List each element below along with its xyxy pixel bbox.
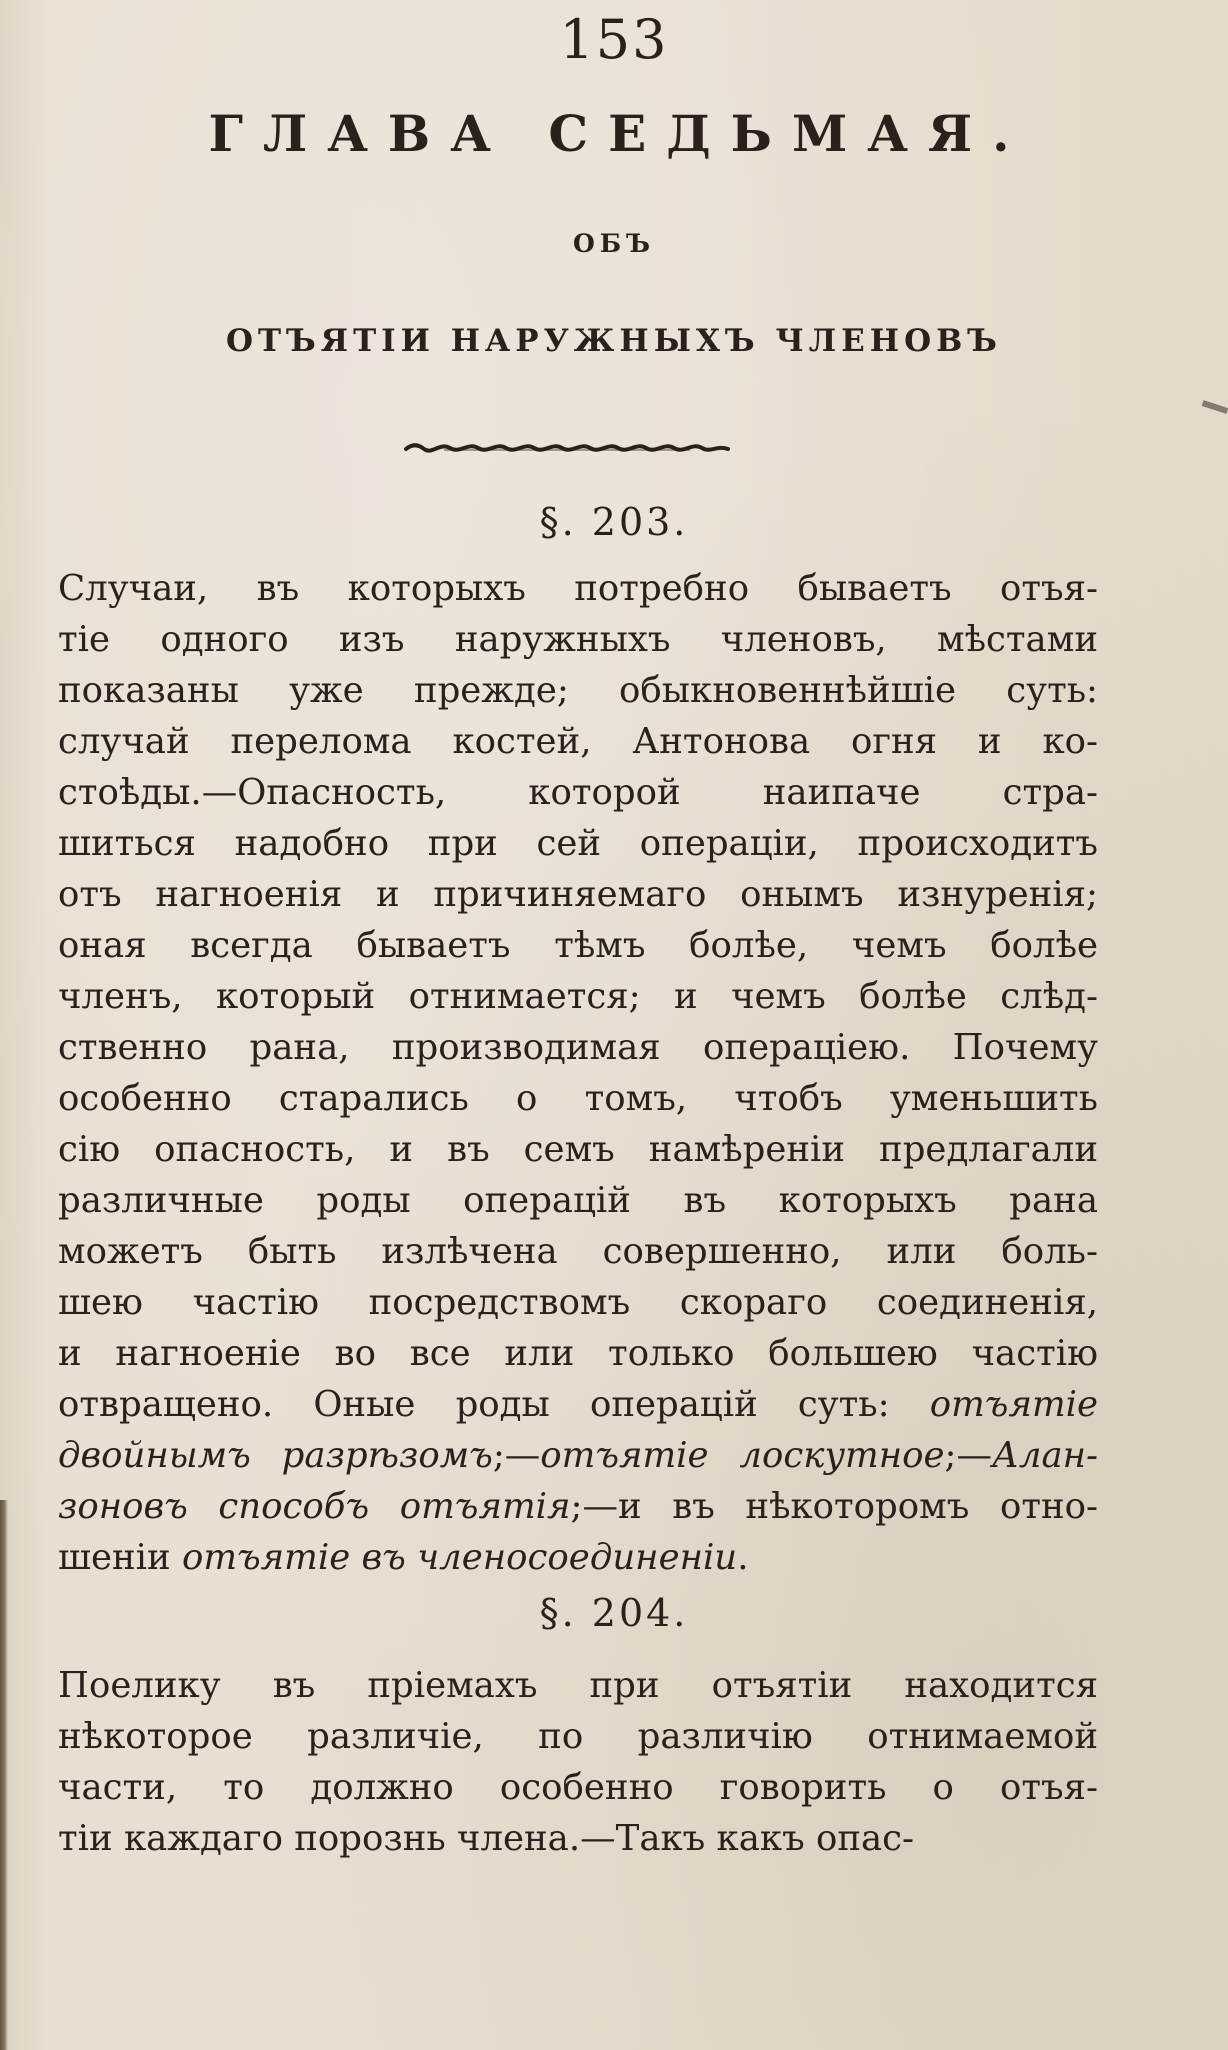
text-run: оная всегда бываетъ тѣмъ болѣе, чемъ болѣе: [58, 925, 1098, 966]
text-line: [58, 1762, 1098, 1813]
italic-text-run: отъятіе въ членосоединеніи: [181, 1537, 738, 1578]
text-run: ;—: [944, 1435, 992, 1476]
text-line: [58, 614, 1098, 665]
text-run: тіи каждаго порознь члена.—Такъ какъ опас-: [58, 1818, 915, 1859]
text-line: [58, 1022, 1098, 1073]
decorative-rule-ornament: [404, 434, 730, 464]
text-run: Случаи, въ которыхъ потребно бываетъ отъя-: [58, 568, 1098, 609]
text-run: членъ, который отнимается; и чемъ болѣе слѣд-: [58, 976, 1098, 1017]
text-line: [58, 818, 1098, 869]
text-line: [58, 1532, 1098, 1583]
text-run: и нагноеніе во все или только большею частію: [58, 1333, 1098, 1374]
chapter-subtitle: ОТЪЯТІИ НАРУЖНЫХЪ ЧЛЕНОВЪ: [226, 323, 1002, 359]
italic-text-run: Алан-: [991, 1435, 1098, 1476]
text-line: [58, 716, 1098, 767]
text-line: [58, 1226, 1098, 1277]
text-line: [58, 1660, 1098, 1711]
text-line: [58, 665, 1098, 716]
text-line: [58, 971, 1098, 1022]
text-line: [58, 1073, 1098, 1124]
section-204-paragraph: [58, 1660, 1098, 1864]
text-run: сію опасность, и въ семъ намѣреніи предлагали: [58, 1129, 1098, 1170]
text-run: отъ нагноенія и причиняемаго онымъ изнуренія;: [58, 874, 1098, 915]
text-run: шеніи: [58, 1537, 182, 1578]
text-line: [58, 1481, 1098, 1532]
italic-text-run: зоновъ способъ отъятія: [58, 1486, 571, 1527]
text-run: .: [737, 1537, 749, 1578]
italic-text-run: двойнымъ разрѣзомъ: [58, 1435, 493, 1476]
text-line: [58, 869, 1098, 920]
text-run: отвращено. Оные роды операцій суть:: [58, 1384, 930, 1425]
text-run: случай перелома костей, Антонова огня и ко-: [58, 721, 1098, 762]
text-run: можетъ быть излѣчена совершенно, или боль-: [58, 1231, 1098, 1272]
text-run: особенно старались о томъ, чтобъ уменьшить: [58, 1078, 1098, 1119]
text-line: [58, 1124, 1098, 1175]
text-line: [58, 767, 1098, 818]
chapter-preposition: ОБЪ: [572, 229, 656, 258]
text-line: [58, 1430, 1098, 1481]
text-run: стоѣды.—Опасность, которой наипаче стра-: [58, 772, 1098, 813]
text-run: различные роды операцій въ которыхъ рана: [58, 1180, 1098, 1221]
text-line: [58, 1813, 1098, 1864]
text-line: [58, 1277, 1098, 1328]
text-line: [58, 1328, 1098, 1379]
text-line: [58, 563, 1098, 614]
text-run: ;—: [492, 1435, 541, 1476]
italic-text-run: отъятіе: [929, 1384, 1098, 1425]
page-number: 153: [559, 8, 669, 71]
text-line: [58, 1711, 1098, 1762]
text-run: показаны уже прежде; обыкновеннѣйшіе суть:: [58, 670, 1098, 711]
text-run: тіе одного изъ наружныхъ членовъ, мѣстами: [58, 619, 1098, 660]
section-heading-204: §. 204.: [539, 1591, 689, 1635]
text-run: ственно рана, производимая операціею. Почему: [58, 1027, 1098, 1068]
text-run: нѣкоторое различіе, по различію отнимаемой: [58, 1716, 1098, 1757]
text-run: шиться надобно при сей операціи, происходитъ: [58, 823, 1098, 864]
page-blemish: [1202, 400, 1228, 414]
text-line: [58, 1379, 1098, 1430]
text-line: [58, 1175, 1098, 1226]
text-line: [58, 920, 1098, 971]
section-203-paragraph: [58, 563, 1098, 1583]
text-run: ;—и въ нѣкоторомъ отно-: [570, 1486, 1098, 1527]
text-run: шею частію посредствомъ скораго соединенія,: [58, 1282, 1098, 1323]
section-heading-203: §. 203.: [539, 500, 689, 544]
page-binding-edge: [0, 1500, 8, 2050]
chapter-title: ГЛАВА СЕДЬМАЯ.: [208, 104, 1030, 163]
text-run: Поелику въ пріемахъ при отъятіи находится: [58, 1665, 1098, 1706]
text-run: части, то должно особенно говорить о отъя-: [58, 1767, 1098, 1808]
italic-text-run: отъятіе лоскутное: [540, 1435, 945, 1476]
